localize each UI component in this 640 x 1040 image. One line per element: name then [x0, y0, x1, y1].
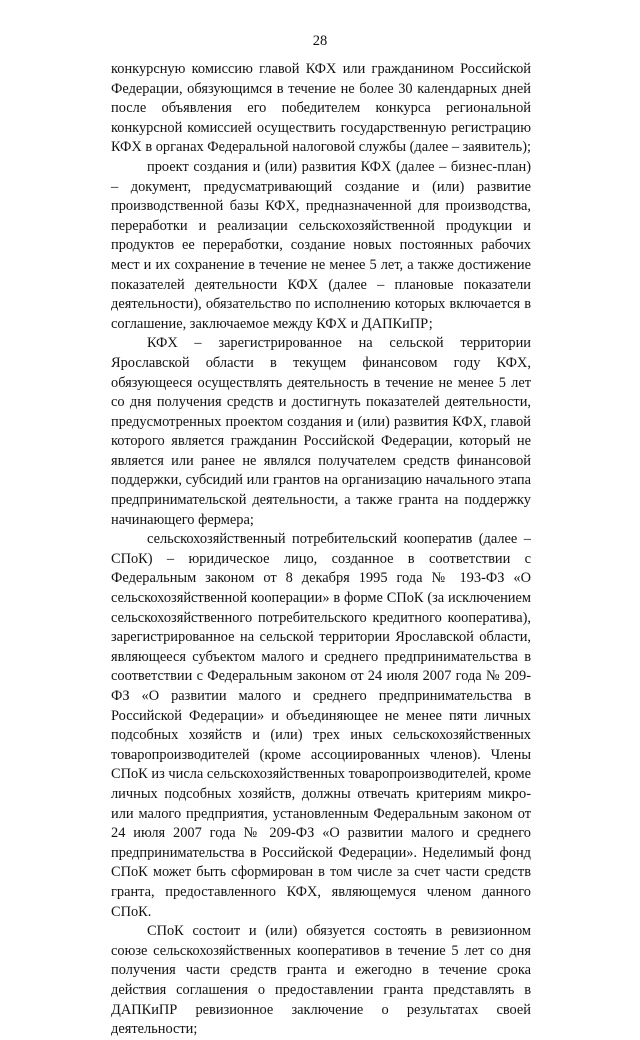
- body-text: [111, 60, 531, 1040]
- paragraph-business-plan: проект создания и (или) развития КФХ (далее – бизнес-план) – документ, предусматривающий создание и (или) развитие производственной базы КФХ, предназначенной для производства, переработки и реализации сельскохозяйственной продукции и продуктов ее переработки, создание новых постоянных рабочих мест и их сохранение в течение не менее 5 лет, а также достижение показателей деятельности КФХ (далее – плановые показатели деятельности), обязательство по исполнению которых включается в соглашение, заключаемое между КФХ и ДАПКиПР;: [111, 158, 531, 332]
- paragraph-spok-audit-union: СПоК состоит и (или) обязуется состоять в ревизионном союзе сельскохозяйственных кооперативов в течение 5 лет со дня получения части средств гранта и ежегодно в течение срока действия соглашения о предоставлении гранта представлять в ДАПКиПР ревизионное заключение о результатах своей деятельности;: [111, 923, 531, 1038]
- paragraph-spok-definition: сельскохозяйственный потребительский кооператив (далее – СПоК) – юридическое лицо, созданное в соответствии с Федеральным законом от 8 декабря 1995 года № 193-ФЗ «О сельскохозяйственной кооперации» в форме СПоК (за исключением сельскохозяйственного потребительского кредитного кооператива), зарегистрированное на сельской территории Ярославской области, являющееся субъектом малого и среднего предпринимательства в соответствии с Федеральным законом от 24 июля 2007 года № 209-ФЗ «О развитии малого и среднего предпринимательства в Российской Федерации» и объединяющее не менее пяти личных подсобных хозяйств и (или) трех иных сельскохозяйственных товаропроизводителей (кроме ассоциированных членов). Члены СПоК из числа сельскохозяйственных товаропроизводителей, кроме личных подсобных хозяйств, должны отвечать критериям микро- или малого предприятия, установленным Федеральным законом от 24 июля 2007 года № 209-ФЗ «О развитии малого и среднего предпринимательства в Российской Федерации». Неделимый фонд СПоК может быть сформирован в том числе за счет части средств гранта, предоставленного КФХ, являющемуся членом данного СПоК.: [111, 531, 531, 920]
- paragraph-continuation: конкурсную комиссию главой КФХ или гражданином Российской Федерации, обязующимся в течение не более 30 календарных дней после объявления его победителем конкурса региональной конкурсной комиссией осуществить государственную регистрацию КФХ в органах Федеральной налоговой службы (далее – заявитель);: [111, 61, 532, 156]
- page-number: 28: [312, 33, 328, 49]
- paragraph-kfh-definition: КФХ – зарегистрированное на сельской территории Ярославской области в текущем финансовом году КФХ, обязующееся осуществлять деятельность в течение не менее 5 лет со дня получения средств и достигнуть показателей деятельности, предусмотренных проектом создания и (или) развития КФХ, главой которого является гражданин Российской Федерации, который не является или ранее не являлся получателем средств финансовой поддержки, субсидий или грантов на организацию начального этапа предпринимательской деятельности, а также гранта на поддержку начинающего фермера;: [111, 335, 531, 528]
